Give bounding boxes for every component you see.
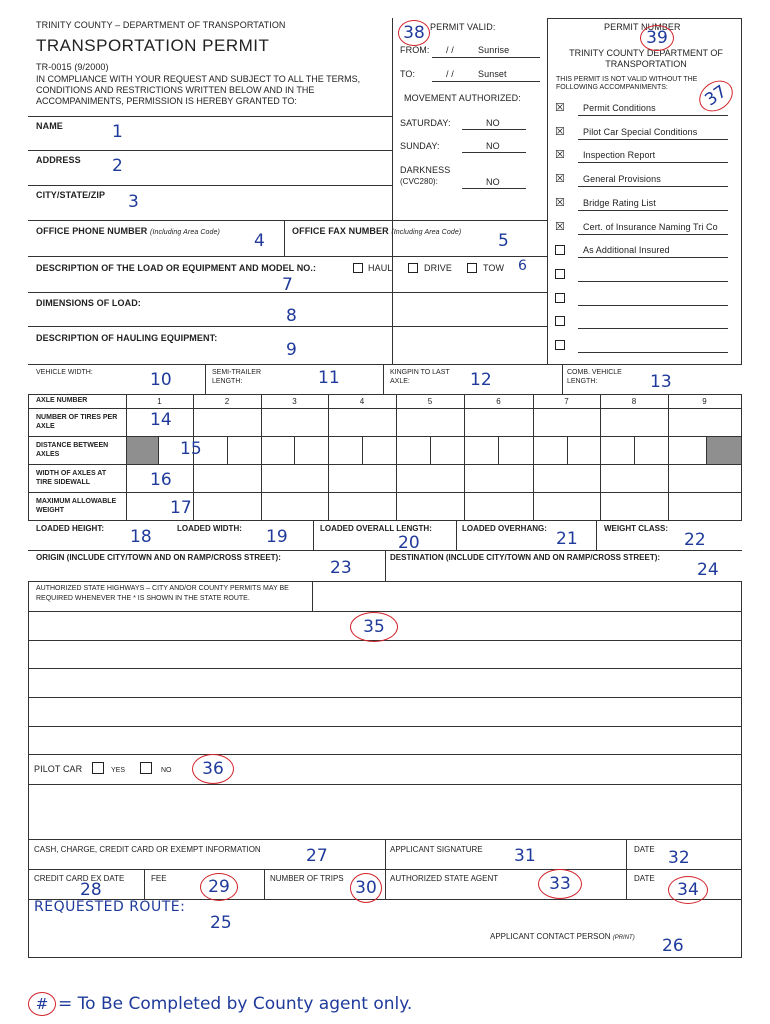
hw-11: 11	[318, 368, 340, 388]
form-number: TR-0015 (9/2000)	[36, 62, 109, 72]
hw-35: 35	[350, 612, 398, 642]
darkness-value[interactable]: NO	[486, 177, 500, 187]
hw-7: 7	[282, 275, 293, 295]
hw-36: 36	[192, 754, 234, 784]
hw-25: 25	[210, 913, 232, 933]
axle-number: 3	[292, 397, 297, 406]
accompaniment-label: Pilot Car Special Conditions	[583, 126, 698, 137]
accompaniment-checkbox[interactable]	[555, 292, 565, 306]
hw-3: 3	[128, 192, 139, 212]
city-state-zip-label: CITY/STATE/ZIP	[36, 190, 106, 200]
darkness-code: (CVC280):	[400, 177, 438, 186]
hw-9: 9	[286, 340, 297, 360]
tow-label: TOW	[483, 263, 505, 273]
hw-23: 23	[330, 558, 352, 578]
weight-class-label: WEIGHT CLASS:	[604, 524, 668, 533]
hw-38: 38	[398, 20, 430, 46]
axle-number-label: AXLE NUMBER	[36, 397, 88, 404]
hw-29: 29	[200, 873, 238, 901]
tow-checkbox[interactable]	[467, 263, 477, 273]
accompaniment-checkbox[interactable]: ☒	[555, 173, 565, 186]
permit-issuer: TRINITY COUNTY DEPARTMENT OF TRANSPORTATION	[569, 48, 723, 69]
pilot-car-label: PILOT CAR	[34, 764, 83, 774]
darkness-label: DARKNESS	[400, 165, 451, 175]
axle-number: 7	[564, 397, 569, 406]
permit-number-label: PERMIT NUMBER	[604, 22, 681, 32]
number-of-trips-label: NUMBER OF TRIPS	[270, 874, 344, 883]
axle-number: 5	[427, 397, 433, 406]
to-label: TO:	[400, 69, 416, 79]
haul-checkbox[interactable]	[353, 263, 363, 273]
accompaniment-label: Cert. of Insurance Naming Tri Co	[583, 221, 718, 232]
hw-14: 14	[150, 410, 172, 430]
hw-10: 10	[150, 370, 172, 390]
haul-label: HAUL	[368, 263, 393, 273]
hw-22: 22	[684, 530, 706, 550]
hw-21: 21	[556, 529, 578, 549]
saturday-label: SATURDAY:	[400, 118, 451, 128]
hw-18: 18	[130, 527, 152, 547]
loaded-overhang-label: LOADED OVERHANG:	[462, 524, 547, 533]
hw-8: 8	[286, 306, 297, 326]
kingpin-label: KINGPIN TO LAST AXLE:	[390, 369, 450, 385]
accompaniment-checkbox[interactable]: ☒	[555, 220, 565, 233]
accompaniment-label: Permit Conditions	[583, 103, 656, 113]
axle-number: 2	[224, 397, 230, 406]
axle-number: 6	[496, 397, 501, 406]
saturday-value[interactable]: NO	[486, 118, 500, 128]
hw-20: 20	[398, 533, 420, 553]
to-date[interactable]: / /	[446, 69, 454, 79]
comb-vehicle-label: COMB. VEHICLE LENGTH:	[567, 369, 622, 385]
hw-17: 17	[170, 498, 192, 518]
hw-28: 28	[80, 880, 102, 900]
accompaniment-label: As Additional Insured	[583, 245, 670, 256]
hw-24: 24	[697, 560, 719, 580]
drive-label: DRIVE	[424, 263, 453, 273]
hw-13: 13	[650, 372, 672, 392]
authorized-agent-label: AUTHORIZED STATE AGENT	[390, 874, 499, 883]
axle-row-label: NUMBER OF TIRES PER AXLE	[36, 414, 118, 430]
axle-number: 1	[157, 397, 162, 406]
origin-label: ORIGIN (INCLUDE CITY/TOWN AND ON RAMP/CROSS STREET):	[36, 553, 281, 562]
dimensions-label: DIMENSIONS OF LOAD:	[36, 298, 141, 308]
shaded-cell	[706, 437, 741, 464]
load-description-label: DESCRIPTION OF THE LOAD OR EQUIPMENT AND MODEL NO.:	[36, 263, 317, 273]
pilot-car-yes-checkbox[interactable]	[92, 762, 104, 774]
hw-39: 39	[640, 25, 674, 51]
accompaniment-label: Inspection Report	[583, 150, 656, 161]
date-label: DATE	[634, 845, 655, 854]
credit-card-exp-label: CREDIT CARD EX DATE	[34, 874, 125, 883]
drive-checkbox[interactable]	[408, 263, 418, 273]
axle-number: 8	[631, 397, 637, 406]
axle-number: 4	[359, 397, 365, 406]
cash-charge-label: CASH, CHARGE, CREDIT CARD OR EXEMPT INFORMATION	[34, 845, 261, 854]
from-date[interactable]: / /	[446, 45, 454, 55]
pilot-car-no-label: NO	[161, 767, 172, 774]
hw-34: 34	[668, 876, 708, 904]
applicant-signature-label: APPLICANT SIGNATURE	[390, 845, 483, 854]
agency-line: TRINITY COUNTY – DEPARTMENT OF TRANSPORTATION	[36, 20, 286, 30]
address-label: ADDRESS	[36, 155, 81, 165]
shaded-cell	[127, 437, 158, 464]
from-time: Sunrise	[478, 45, 510, 55]
hw-37: 37	[693, 74, 739, 118]
accompaniment-checkbox[interactable]	[555, 268, 565, 282]
from-label: FROM:	[400, 45, 430, 55]
semi-trailer-label: SEMI-TRAILER LENGTH:	[212, 369, 262, 385]
destination-label: DESTINATION (INCLUDE CITY/TOWN AND ON RAMP/CROSS STREET):	[390, 553, 661, 562]
hw-6: 6	[518, 258, 527, 274]
hw-30: 30	[350, 873, 382, 903]
accompaniment-checkbox[interactable]: ☒	[555, 102, 565, 114]
date2-label: DATE	[634, 874, 655, 883]
axle-number: 9	[702, 397, 707, 406]
sunday-label: SUNDAY:	[400, 141, 440, 151]
hw-33: 33	[538, 869, 582, 899]
hw-16: 16	[150, 470, 172, 490]
hauling-equipment-label: DESCRIPTION OF HAULING EQUIPMENT:	[36, 333, 218, 343]
hw-1: 1	[112, 122, 123, 142]
hw-15: 15	[180, 439, 202, 459]
hw-4: 4	[254, 231, 265, 251]
permit-valid-label: PERMIT VALID:	[430, 22, 496, 32]
accompaniment-checkbox[interactable]	[555, 244, 565, 258]
hw-32: 32	[668, 848, 690, 868]
office-fax-label: OFFICE FAX NUMBER (Including Area Code)	[292, 226, 462, 236]
accompaniment-checkbox[interactable]	[555, 339, 565, 353]
hw-31: 31	[514, 846, 536, 866]
office-phone-label: OFFICE PHONE NUMBER (Including Area Code)	[36, 226, 220, 236]
accompaniment-label: General Provisions	[583, 174, 661, 185]
hw-27: 27	[306, 846, 328, 866]
contact-person-label: APPLICANT CONTACT PERSON (PRINT)	[490, 932, 635, 941]
hw-26: 26	[662, 936, 684, 956]
hw-5: 5	[498, 231, 509, 251]
hw-2: 2	[112, 156, 123, 176]
pilot-car-no-checkbox[interactable]	[140, 762, 152, 774]
accompaniment-checkbox[interactable]: ☒	[555, 149, 565, 162]
axle-row-label: DISTANCE BETWEEN AXLES	[36, 442, 109, 458]
name-label: NAME	[36, 121, 63, 131]
accompaniments-notice: THIS PERMIT IS NOT VALID WITHOUT THE FOLLOWING ACCOMPANIMENTS:	[556, 76, 698, 91]
authorized-highways-note: AUTHORIZED STATE HIGHWAYS – CITY AND/OR COUNTY PERMITS MAY BE REQUIRED WHENEVER THE * IS SHOWN IN THE STATE ROUTE.	[36, 585, 289, 602]
loaded-height-label: LOADED HEIGHT:	[36, 524, 104, 533]
axle-row-label: WIDTH OF AXLES AT TIRE SIDEWALL	[36, 470, 107, 486]
form-title: TRANSPORTATION PERMIT	[36, 36, 270, 55]
loaded-overall-label: LOADED OVERALL LENGTH:	[320, 524, 432, 533]
hw-requested-route: REQUESTED ROUTE:	[34, 899, 186, 915]
hw-19: 19	[266, 527, 288, 547]
accompaniment-checkbox[interactable]: ☒	[555, 125, 565, 138]
loaded-width-label: LOADED WIDTH:	[177, 524, 242, 533]
legend-text: = To Be Completed by County agent only.	[58, 994, 413, 1014]
accompaniment-label: Bridge Rating List	[583, 197, 656, 208]
accompaniment-checkbox[interactable]	[555, 315, 565, 329]
accompaniment-checkbox[interactable]: ☒	[555, 196, 565, 209]
compliance-text: IN COMPLIANCE WITH YOUR REQUEST AND SUBJECT TO ALL THE TERMS, CONDITIONS AND RESTRICTIONS WRITTEN BELOW AND IN THE ACCOMPANIMENTS, PERMISSION IS HEREBY GRANTED TO:	[36, 74, 361, 106]
hw-12: 12	[470, 370, 492, 390]
sunday-value[interactable]: NO	[486, 141, 500, 151]
legend-mark: #	[28, 992, 56, 1016]
movement-label: MOVEMENT AUTHORIZED:	[404, 93, 521, 103]
vehicle-width-label: VEHICLE WIDTH:	[36, 369, 93, 376]
axle-row-label: MAXIMUM ALLOWABLE WEIGHT	[36, 498, 117, 514]
pilot-car-yes-label: YES	[111, 767, 126, 774]
fee-label: FEE	[151, 874, 167, 883]
to-time: Sunset	[478, 69, 507, 79]
